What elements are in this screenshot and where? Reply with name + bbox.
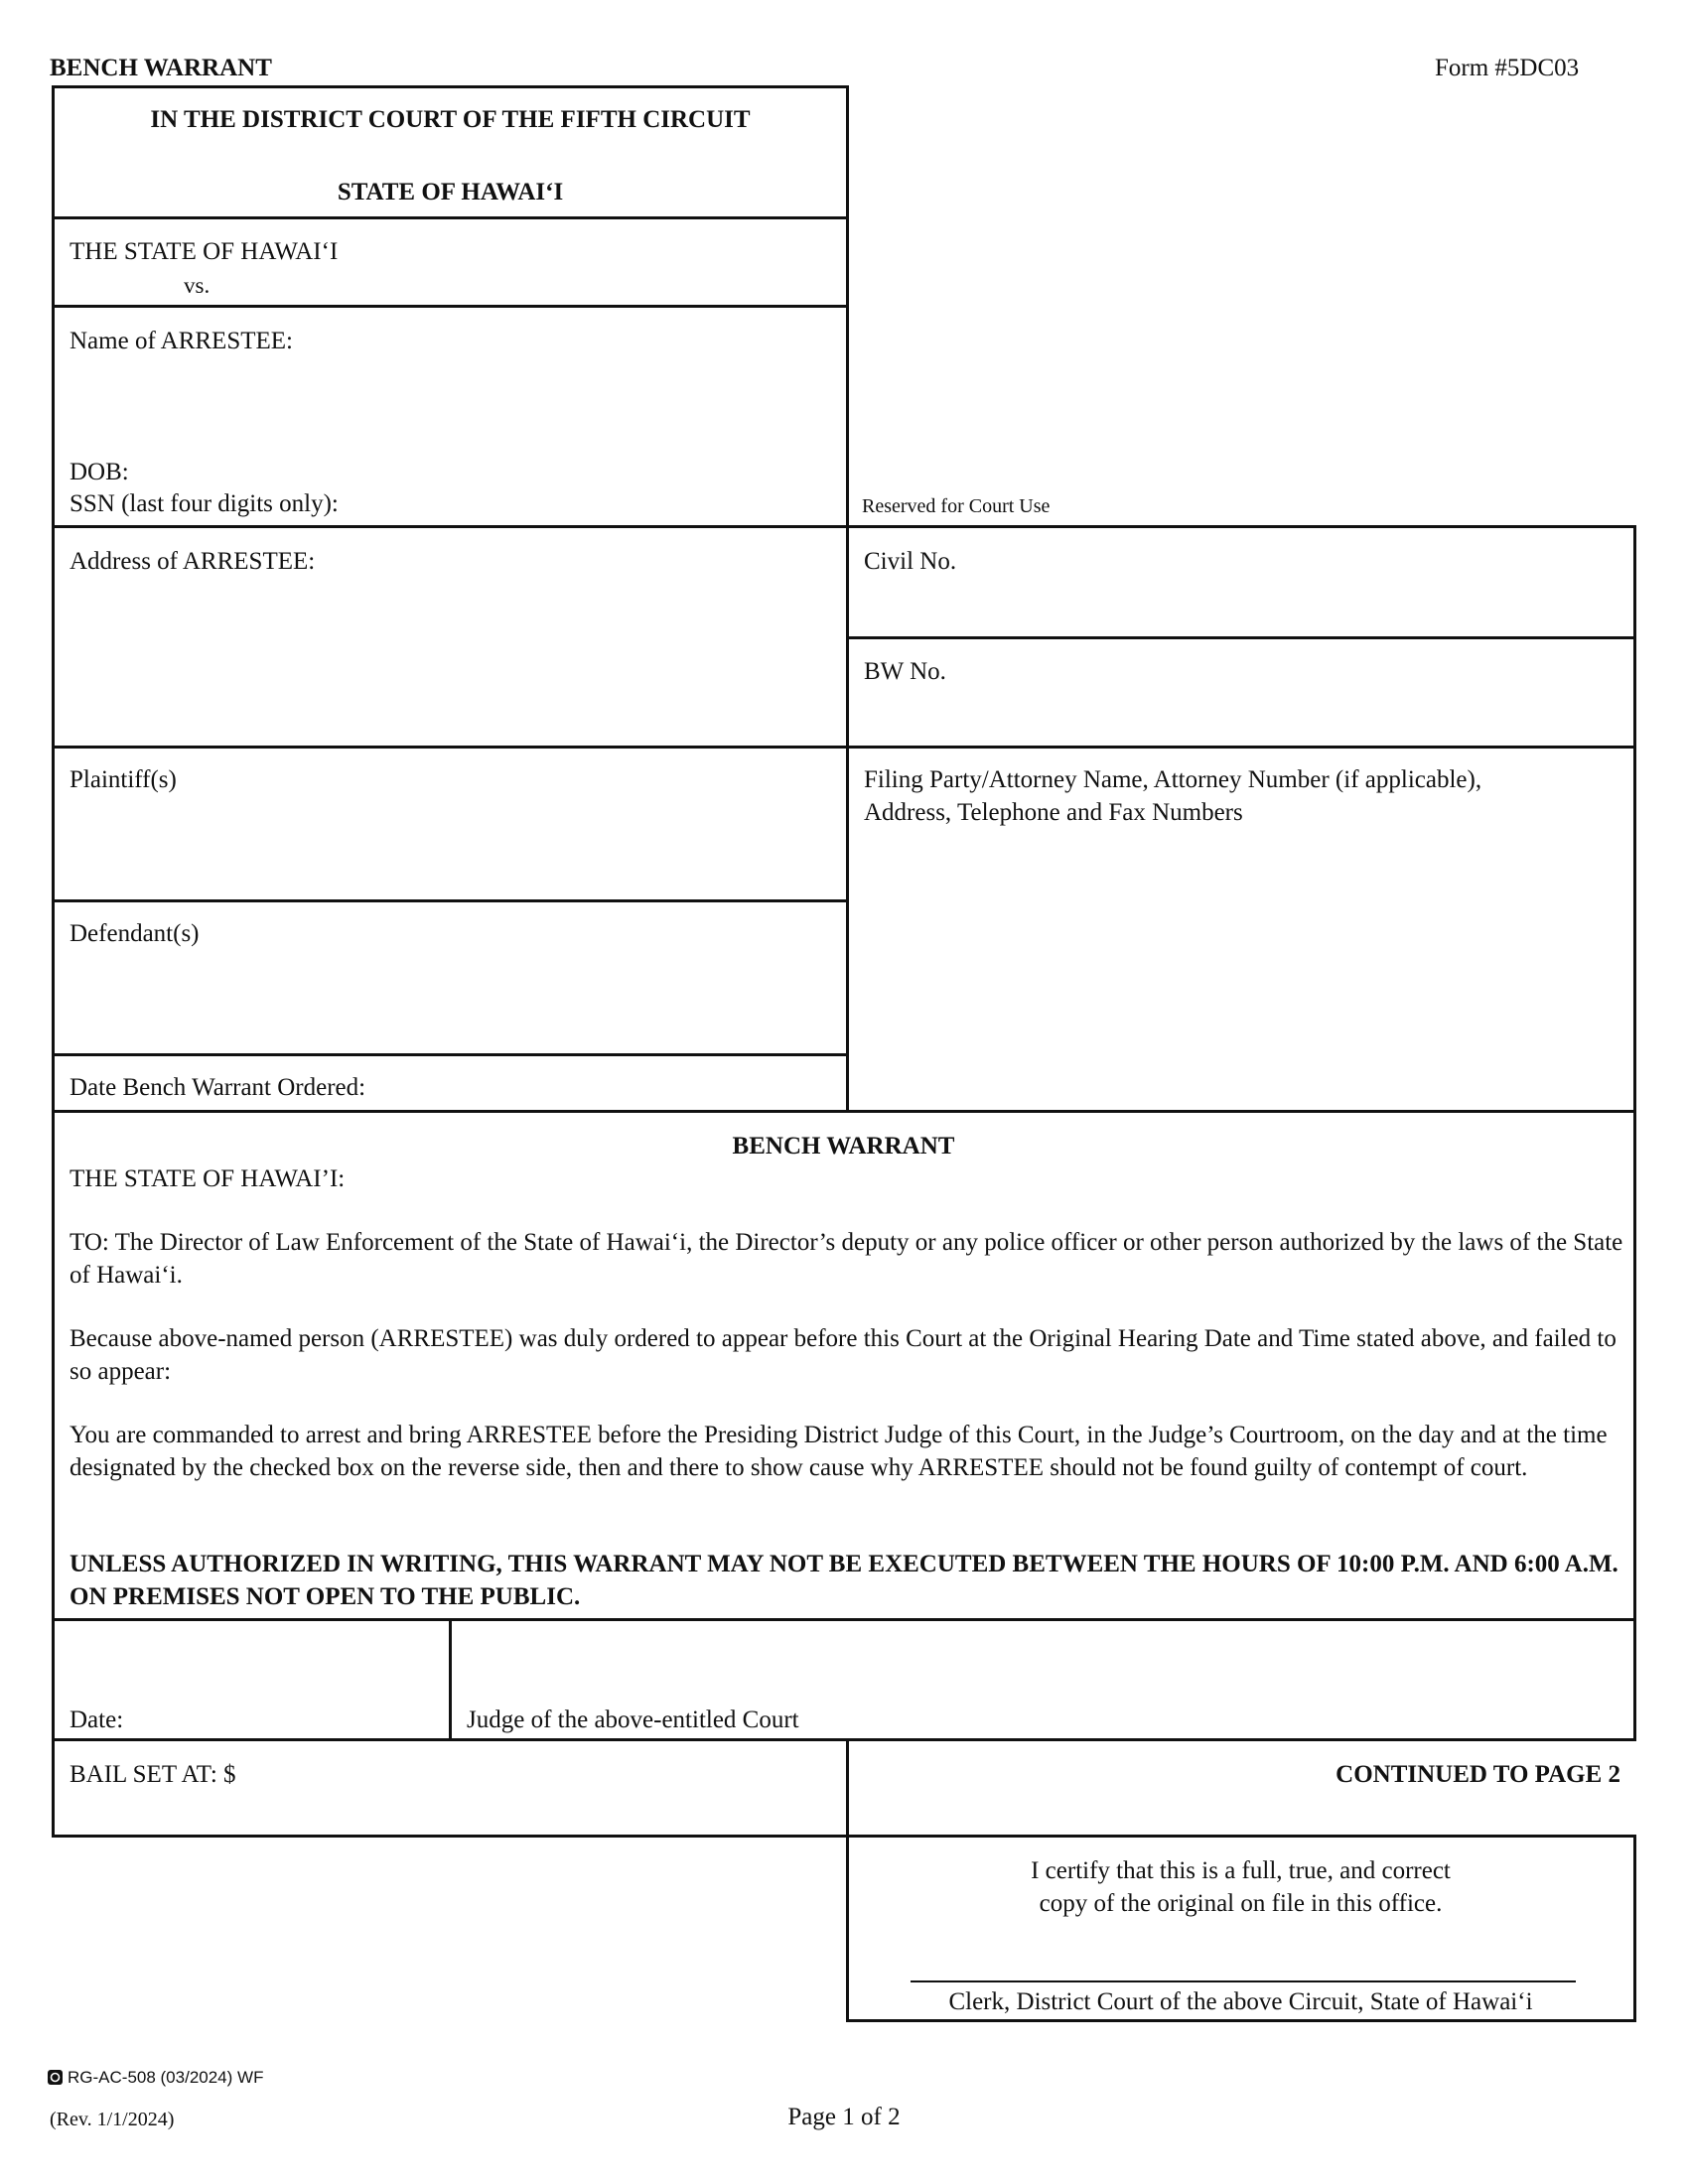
rule bbox=[52, 1110, 1635, 1113]
certify-line-2: copy of the original on file in this office. bbox=[1039, 1890, 1443, 1917]
form-code: RG-AC-508 (03/2024) WF bbox=[68, 2068, 264, 2087]
filing-party-label-2: Address, Telephone and Fax Numbers bbox=[864, 799, 1243, 826]
bail-set-label: BAIL SET AT: $ bbox=[70, 1761, 236, 1788]
warrant-salutation: THE STATE OF HAWAI’I: bbox=[70, 1165, 346, 1192]
rule bbox=[846, 2019, 1635, 2022]
plaintiff-label: Plaintiff(s) bbox=[70, 766, 177, 793]
court-name: IN THE DISTRICT COURT OF THE FIFTH CIRCUIT bbox=[150, 106, 751, 133]
warrant-title: BENCH WARRANT bbox=[732, 1133, 955, 1160]
continued-notice: CONTINUED TO PAGE 2 bbox=[1336, 1761, 1620, 1788]
arrestee-name-label: Name of ARRESTEE: bbox=[70, 328, 293, 354]
form-number: Form #5DC03 bbox=[1435, 55, 1580, 81]
defendant-label: Defendant(s) bbox=[70, 920, 200, 947]
reserved-court-use: Reserved for Court Use bbox=[862, 495, 1051, 517]
document-title: BENCH WARRANT bbox=[50, 55, 272, 81]
page-number: Page 1 of 2 bbox=[787, 2104, 901, 2130]
rule bbox=[1633, 1110, 1636, 1741]
rule bbox=[846, 1835, 1635, 1838]
state-party: THE STATE OF HAWAI‘I bbox=[70, 238, 339, 265]
date-ordered-label: Date Bench Warrant Ordered: bbox=[70, 1074, 366, 1101]
rule bbox=[52, 1738, 1635, 1741]
bw-no-label: BW No. bbox=[864, 658, 946, 685]
rule bbox=[52, 305, 848, 308]
dob-label: DOB: bbox=[70, 459, 129, 485]
rule bbox=[52, 85, 848, 88]
rule bbox=[52, 1835, 848, 1838]
rule bbox=[52, 1618, 1635, 1621]
court-state: STATE OF HAWAI‘I bbox=[337, 179, 564, 205]
rule bbox=[52, 899, 848, 902]
rule bbox=[449, 1618, 452, 1741]
revision-date: (Rev. 1/1/2024) bbox=[50, 2109, 175, 2130]
signature-date-label: Date: bbox=[70, 1706, 124, 1733]
rule bbox=[846, 85, 849, 1113]
rule bbox=[846, 636, 1635, 639]
rule bbox=[52, 525, 1635, 528]
certify-line-1: I certify that this is a full, true, and correct bbox=[1031, 1857, 1451, 1884]
clerk-signature-label: Clerk, District Court of the above Circuit, State of Hawai‘i bbox=[948, 1988, 1533, 2015]
ssn-label: SSN (last four digits only): bbox=[70, 490, 339, 517]
rule bbox=[52, 85, 55, 1838]
rule bbox=[52, 1053, 848, 1056]
warrant-command-paragraph: You are commanded to arrest and bring ARRESTEE before the Presiding District Judge of this Court, in the Judge’s Courtroom, on the day and at the time designated by the checked box on the reverse side, then and there to show cause why ARRESTEE should not be found guilty of contempt of court. bbox=[70, 1422, 1608, 1481]
judge-signature-label: Judge of the above-entitled Court bbox=[467, 1706, 799, 1733]
versus: vs. bbox=[184, 273, 211, 298]
civil-no-label: Civil No. bbox=[864, 548, 957, 575]
rule bbox=[52, 746, 1635, 749]
execution-time-notice: UNLESS AUTHORIZED IN WRITING, THIS WARRANT MAY NOT BE EXECUTED BETWEEN THE HOURS OF 10:00 P.M. AND 6:00 A.M. ON PREMISES NOT OPEN TO THE PUBLIC. bbox=[70, 1551, 1618, 1610]
recycle-icon bbox=[48, 2070, 63, 2085]
arrestee-address-label: Address of ARRESTEE: bbox=[70, 548, 316, 575]
clerk-signature-line bbox=[911, 1980, 1576, 1982]
warrant-to-paragraph: TO: The Director of Law Enforcement of the State of Hawai‘i, the Director’s deputy or any police officer or other person authorized by the laws of the State of Hawai‘i. bbox=[70, 1229, 1623, 1289]
warrant-because-paragraph: Because above-named person (ARRESTEE) was duly ordered to appear before this Court at the Original Hearing Date and Time stated above, and failed to so appear: bbox=[70, 1325, 1617, 1385]
filing-party-label-1: Filing Party/Attorney Name, Attorney Number (if applicable), bbox=[864, 766, 1482, 793]
rule bbox=[1633, 525, 1636, 1113]
rule bbox=[52, 216, 848, 219]
